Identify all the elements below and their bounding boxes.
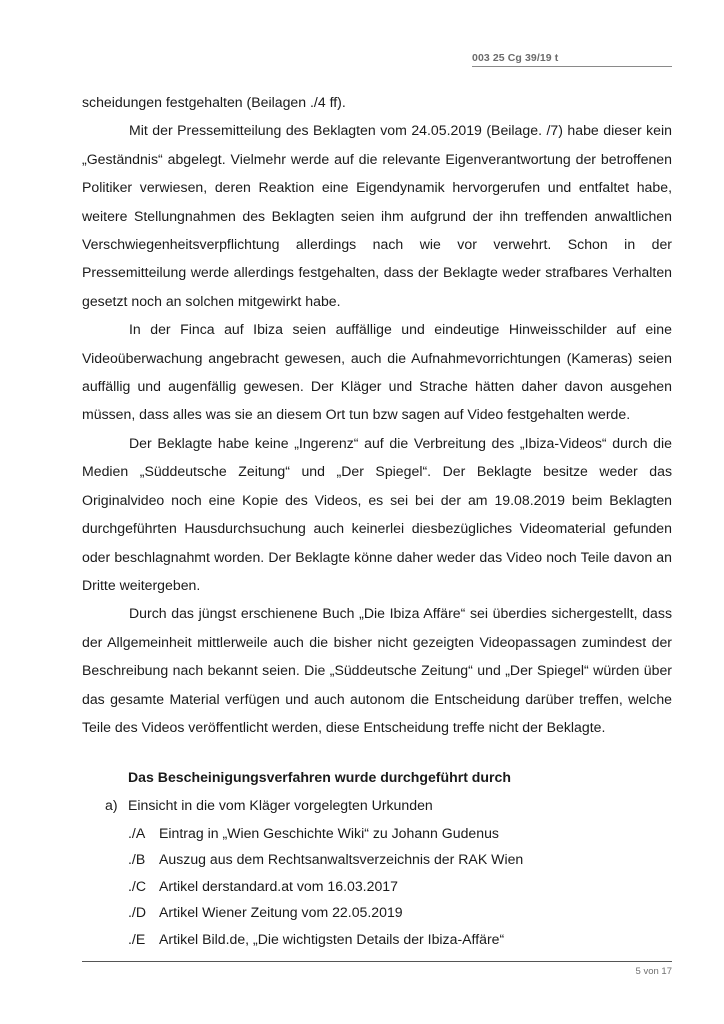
exhibit-item	[128, 820, 523, 846]
list-item-text: Einsicht in die vom Kläger vorgelegten Urkunden	[128, 797, 433, 813]
case-number: 003 25 Cg 39/19 t	[472, 52, 559, 64]
section-heading: Das Bescheinigungsverfahren wurde durchgeführt durch	[128, 769, 511, 785]
exhibit-text: Artikel Wiener Zeitung vom 22.05.2019	[159, 904, 403, 921]
exhibit-list	[128, 820, 523, 952]
exhibit-text: Artikel Bild.de, „Die wichtigsten Details der Ibiza-Affäre“	[159, 930, 505, 947]
list-item-a	[105, 792, 433, 818]
exhibit-text: Eintrag in „Wien Geschichte Wiki“ zu Johann Gudenus	[159, 825, 499, 841]
exhibit-ref: ./D	[128, 904, 147, 921]
exhibit-item	[128, 846, 523, 872]
list-marker: a)	[105, 797, 118, 813]
exhibit-ref: ./C	[128, 877, 147, 894]
exhibit-ref: ./A	[128, 825, 146, 841]
page-number: 5 von 17	[635, 966, 672, 977]
exhibit-item	[128, 899, 523, 925]
exhibit-item	[128, 926, 523, 952]
paragraph: Der Beklagte habe keine „Ingerenz“ auf die Verbreitung des „Ibiza-Videos“ durch die Medien „Süddeutsche Zeitung“ und „Der Spiegel“. Der Beklagte besitze weder das Originalvideo noch eine Kopie des Videos, es sei bei der am 19.08.2019 beim Beklagten durchgeführten Hausdurchsuchung auch keinerlei diesbezügliches Videomaterial gefunden oder beschlagnahmt worden. Der Beklagte könne daher weder das Video noch Teile davon an Dritte weitergeben.	[82, 434, 672, 593]
footer-rule	[82, 961, 672, 962]
exhibit-ref: ./B	[128, 851, 146, 868]
paragraph: Mit der Pressemitteilung des Beklagten vom 24.05.2019 (Beilage. /7) habe dieser kein „Geständnis“ abgelegt. Vielmehr werde auf die relevante Eigenverantwortung der betroffenen Politiker verwiesen, deren Reaktion eine Eigendynamik hervorgerufen und entfaltet habe, weitere Stellungnahmen des Beklagten seien ihm aufgrund der ihn treffenden anwaltlichen Verschwiegenheitsverpflichtung allerdings nach wie vor verwehrt. Schon in der Pressemitteilung werde allerdings festgehalten, dass der Beklagte weder strafbares Verhalten gesetzt noch an solchen mitgewirkt habe.	[82, 122, 672, 309]
exhibit-ref: ./E	[128, 930, 146, 947]
exhibit-item	[128, 873, 523, 899]
header-rule	[472, 66, 672, 67]
document-body	[82, 88, 672, 741]
paragraph: Durch das jüngst erschienene Buch „Die Ibiza Affäre“ sei überdies sichergestellt, dass der Allgemeinheit mittlerweile auch die bisher nicht gezeigten Videopassagen zumindest der Beschreibung nach bekannt seien. Die „Süddeutsche Zeitung“ und „Der Spiegel“ würden über das gesamte Material verfügen und auch autonom die Entscheidung darüber treffen, welche Teile des Videos veröffentlicht werden, diese Entscheidung treffe nicht der Beklagte.	[82, 605, 672, 735]
paragraph: scheidungen festgehalten (Beilagen ./4 ff).	[82, 94, 346, 110]
exhibit-text: Artikel derstandard.at vom 16.03.2017	[159, 877, 398, 894]
paragraph: In der Finca auf Ibiza seien auffällige und eindeutige Hinweisschilder auf eine Videoüberwachung angebracht gewesen, auch die Aufnahmevorrichtungen (Kameras) seien auffällig und augenfällig gewesen. Der Kläger und Strache hätten daher davon ausgehen müssen, dass alles was sie an diesem Ort tun bzw sagen auf Video festgehalten werde.	[82, 321, 672, 423]
exhibit-text: Auszug aus dem Rechtsanwaltsverzeichnis der RAK Wien	[159, 851, 524, 868]
